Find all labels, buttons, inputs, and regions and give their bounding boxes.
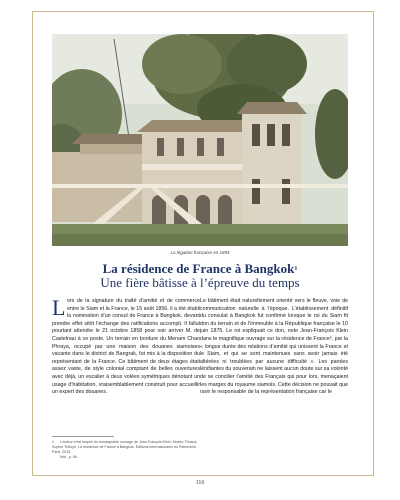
- footnote-extra: Ibid., p. 66.: [60, 455, 78, 459]
- footnote-number: 1: [52, 440, 54, 444]
- footnote-rule: [52, 436, 114, 437]
- body-paragraph-left: ors de la signature du traité d’amitié et de commerce entre le Siam et la France, le 15 août 1856, il a été établi la nomination d’un consul de France à Bangkok, devant prendre effet sitôt l’échange des ratifications accompli. Il fallut pourtant attendre le 21 octobre 1858 pour voir arriver M. de Castelnau à ce poste. Un terrain en bordure du Menam Chao Phraya, occupé par une maison des douanes siamoises vacante dans le district de Bangrak, fut mis à la disposition du représentant de la France. Ce bâtiment de deux étages était assez vaste, de style colonial comptant de belles ouvertures avec déjà, un escalier à deux volées symétriques dénotant un usage d’habitation, vraisemblablement construit pour accueillir un expert des douanes.: [52, 298, 200, 396]
- photo-caption: La légation française en 1894: [170, 250, 230, 255]
- title-footnote-marker: 1: [294, 266, 298, 272]
- historical-photo: [52, 34, 348, 246]
- page-title: [52, 262, 348, 276]
- drop-cap: L: [52, 294, 66, 320]
- text-column-right: [200, 298, 348, 397]
- page-subtitle: Une fière bâtisse à l’épreuve du temps: [100, 275, 300, 290]
- title-text: La résidence de France à Bangkok: [102, 261, 295, 276]
- body-paragraph-right: Le bâtiment était naturellement orienté vers le fleuve, voie de communication naturelle à l’époque. L’établissement définitif du consulat à Bangkok fut confirmé lorsque le roi du Siam fit don du terrain et de l’immeuble à la République française le 10 juin 1875. Le roi expliquait ce don, note Jean-François Klein dans le magnifique ouvrage sur la résidence de France², par la « longue durée des relations d’amitié qui unissent la France et le Siam, et qui se sont maintenues sans avoir jamais été altérées ni troublées par aucune difficulté ». Les paroles lénifiantes du souverain ne laissent aucun doute sur sa volonté de se concilier l’amitié des Français qui pour lors, menaçaient les marges du royaume siamois. Cette décision ne pouvait que ravir le responsable de la représentation française car le: [200, 298, 348, 396]
- text-column-left: [52, 294, 200, 397]
- footnote: [52, 440, 200, 460]
- footnote-text: L’auteur s’est inspiré du remarquable ouvrage de Jean-François Klein, Moeko Thuaux, Sophie Tréluyé, La résidence de France à Bangkok, Éditions internationales du Patrimoine, Paris, 2015.: [52, 440, 198, 454]
- page-number: 116: [195, 480, 205, 486]
